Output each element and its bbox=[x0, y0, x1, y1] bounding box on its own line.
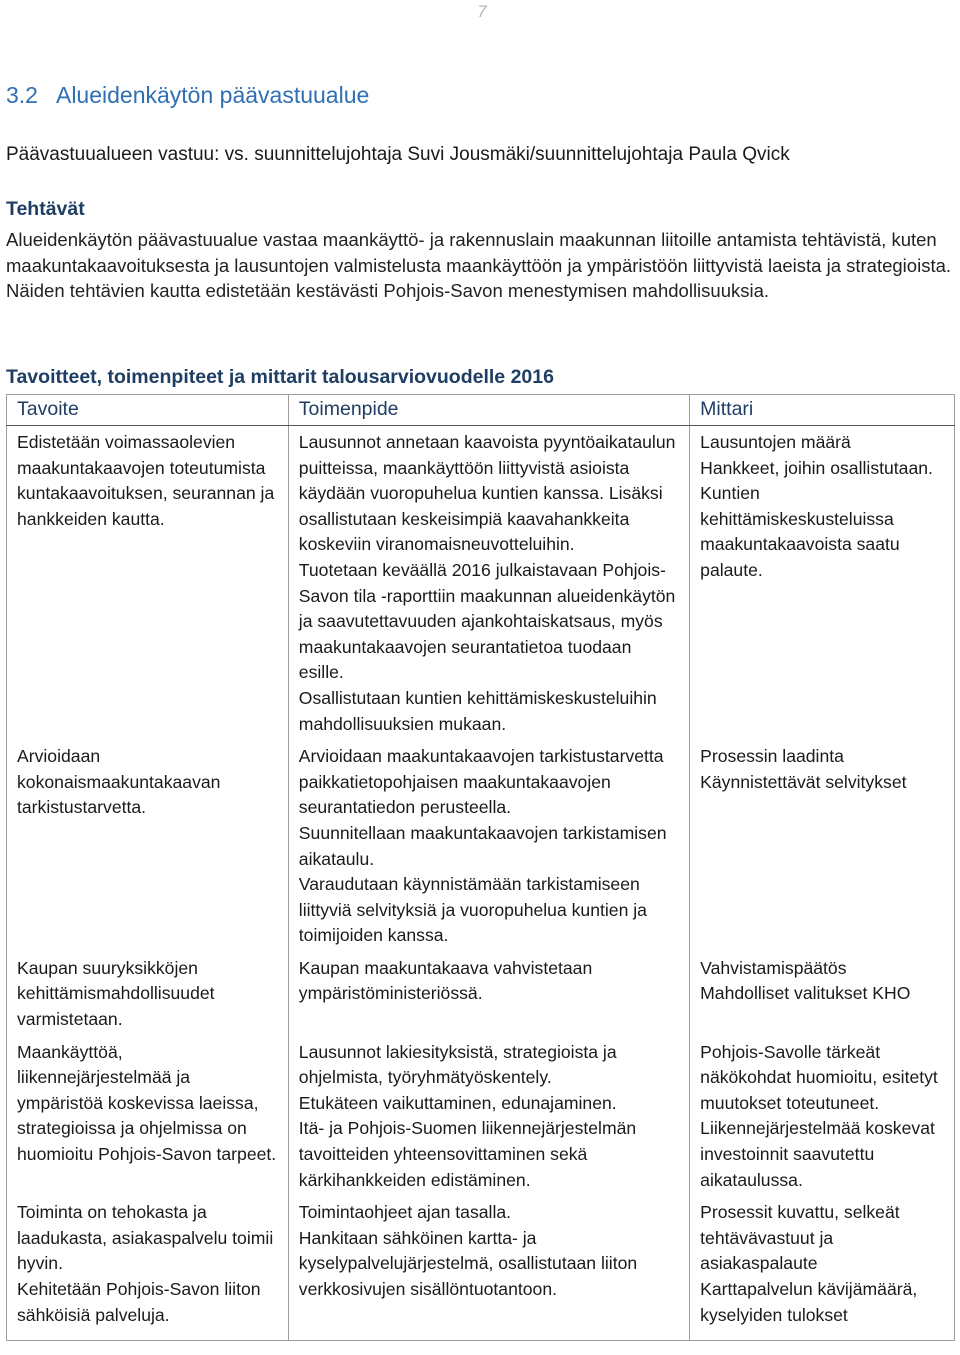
goal-text: Edistetään voimassaolevien maakuntakaavojen toteutumista kuntakaavoituksen, seurannan ja hankkeiden kautta. bbox=[17, 432, 275, 529]
table-header-row bbox=[7, 395, 955, 426]
column-header-goal: Tavoite bbox=[7, 395, 289, 426]
goal-cell bbox=[7, 1036, 289, 1197]
action-cell bbox=[288, 1036, 689, 1197]
table-row bbox=[7, 1196, 955, 1340]
goal-text: Maankäyttöä, liikennejärjestelmää ja ympäristöä koskevissa laeissa, strategioissa ja ohjelmissa on huomioitu Pohjois-Savon tarpeet. bbox=[17, 1041, 277, 1165]
action-text: Kaupan maakuntakaava vahvistetaan ympäristöministeriössä. bbox=[298, 957, 593, 1004]
goal-cell bbox=[7, 952, 289, 1036]
metric-cell bbox=[690, 426, 955, 741]
action-cell bbox=[288, 740, 689, 952]
goal-cell bbox=[7, 426, 289, 741]
action-cell bbox=[288, 1196, 689, 1340]
goals-table bbox=[6, 394, 955, 1341]
goal-text: Kaupan suuryksikköjen kehittämismahdollisuudet varmistetaan. bbox=[17, 957, 215, 1030]
metric-text: Karttapalvelun kävijämäärä, kyselyiden tulokset bbox=[700, 1279, 918, 1325]
metric-text: Kuntien kehittämiskeskusteluissa maakuntakaavoista saatu palaute. bbox=[700, 483, 900, 580]
tasks-heading: Tehtävät bbox=[6, 198, 85, 220]
metric-cell bbox=[690, 952, 955, 1036]
action-cell bbox=[288, 952, 689, 1036]
page-number: 7 bbox=[477, 2, 487, 21]
action-text: Suunnitellaan maakuntakaavojen tarkistamisen aikataulu. bbox=[298, 822, 667, 869]
metric-text: Liikennejärjestelmää koskevat investoinnit saavutettu aikataulussa. bbox=[700, 1118, 935, 1190]
metric-text: Hankkeet, joihin osallistutaan. bbox=[700, 457, 933, 478]
goal-text: Kehitetään Pohjois-Savon liiton sähköisiä palveluja. bbox=[17, 1279, 261, 1325]
goal-cell bbox=[7, 1196, 289, 1340]
metric-cell bbox=[690, 740, 955, 952]
goal-cell bbox=[7, 740, 289, 952]
action-text: Tuotetaan keväällä 2016 julkaistavaan Pohjois-Savon tila -raporttiin maakunnan alueidenkäytön ja saavutettavuuden ajankohtaiskatsaus, myös maakuntakaavojen seurantatietoa tuodaan esille. bbox=[298, 559, 676, 683]
action-text: Hankitaan sähköinen kartta- ja kyselypalvelujärjestelmä, osallistutaan liiton verkkosivujen sisällöntuotantoon. bbox=[298, 1227, 638, 1299]
responsible-line: Päävastuualueen vastuu: vs. suunnittelujohtaja Suvi Jousmäki/suunnittelujohtaja Paula Qvick bbox=[6, 144, 790, 165]
action-text: Itä- ja Pohjois-Suomen liikennejärjestelmän tavoitteiden yhteensovittaminen sekä kärkihankkeiden edistäminen. bbox=[298, 1118, 637, 1190]
table-row bbox=[7, 426, 955, 741]
metric-text: Prosessit kuvattu, selkeät tehtävävastuut ja asiakaspalaute bbox=[700, 1202, 900, 1274]
metric-text: Mahdolliset valitukset KHO bbox=[700, 983, 911, 1004]
goal-text: Toiminta on tehokasta ja laadukasta, asiakaspalvelu toimii hyvin. bbox=[17, 1202, 274, 1274]
table-row bbox=[7, 740, 955, 952]
section-number: 3.2 bbox=[6, 82, 38, 108]
column-header-metric: Mittari bbox=[690, 395, 955, 426]
metric-text: Lausuntojen määrä bbox=[700, 432, 851, 452]
metric-text: Pohjois-Savolle tärkeät näkökohdat huomioitu, esitetyt muutokset toteutuneet. bbox=[700, 1041, 938, 1113]
action-text: Lausunnot annetaan kaavoista pyyntöaikataulun puitteissa, maankäyttöön liittyvistä asioista käydään vuoropuhelua kuntien kanssa. Lisäksi osallistutaan keskeisimpiä kaavahankkeita koskeviin viranomaisneuvotteluihin. bbox=[298, 432, 676, 555]
action-text: Toimintaohjeet ajan tasalla. bbox=[298, 1202, 512, 1223]
metric-text: Käynnistettävät selvitykset bbox=[700, 771, 907, 792]
metric-cell bbox=[690, 1036, 955, 1197]
action-text: Etukäteen vaikuttaminen, edunajaminen. bbox=[298, 1092, 617, 1113]
tasks-body: Alueidenkäytön päävastuualue vastaa maankäyttö- ja rakennuslain maakunnan liitoille antamista tehtävistä, kuten maakuntakaavoituksesta ja lausuntojen valmistelusta maankäyttöön ja ympäristöön liittyvistä laeista ja strategioista. Näiden tehtävien kautta edistetään kestävästi Pohjois-Savon menestymisen mahdollisuuksia. bbox=[6, 229, 952, 302]
section-heading bbox=[6, 82, 369, 109]
table-heading: Tavoitteet, toimenpiteet ja mittarit talousarviovuodelle 2016 bbox=[6, 366, 554, 388]
column-header-action: Toimenpide bbox=[288, 395, 689, 426]
table-row bbox=[7, 1036, 955, 1197]
metric-cell bbox=[690, 1196, 955, 1340]
action-text: Lausunnot lakiesityksistä, strategioista ja ohjelmista, työryhmätyöskentely. bbox=[298, 1041, 617, 1088]
action-text: Arvioidaan maakuntakaavojen tarkistustarvetta paikkatietopohjaisen maakuntakaavojen seurantatiedon perusteella. bbox=[298, 746, 664, 818]
table-row bbox=[7, 952, 955, 1036]
action-text: Osallistutaan kuntien kehittämiskeskusteluihin mahdollisuuksien mukaan. bbox=[298, 687, 657, 734]
goal-text: Arvioidaan kokonaismaakuntakaavan tarkistustarvetta. bbox=[17, 746, 221, 818]
action-text: Varaudutaan käynnistämään tarkistamiseen liittyviä selvityksiä ja vuoropuhelua kuntien ja toimijoiden kanssa. bbox=[298, 874, 647, 946]
action-cell bbox=[288, 426, 689, 741]
metric-text: Vahvistamispäätös bbox=[700, 957, 847, 978]
section-title: Alueidenkäytön päävastuualue bbox=[55, 82, 370, 108]
metric-text: Prosessin laadinta bbox=[700, 746, 844, 767]
